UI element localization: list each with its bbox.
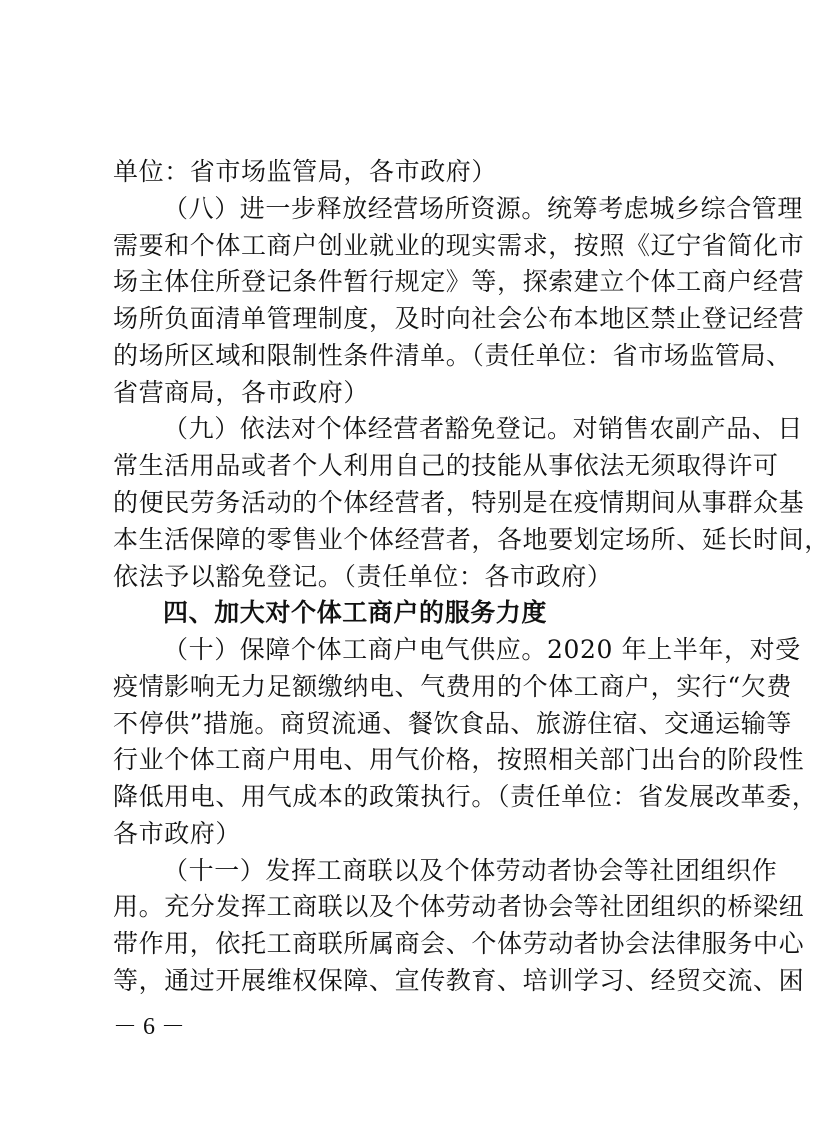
section-11-title-line: （十一）发挥工商联以及个体劳动者协会等社团组织作	[163, 856, 778, 885]
text-line: 依法予以豁免登记。（责任单位：各市政府）	[113, 562, 613, 591]
text-line: 等，通过开展维权保障、宣传教育、培训学习、经贸交流、困	[113, 966, 805, 995]
text-line: 场主体住所登记条件暂行规定》等，探索建立个体工商户经营	[113, 267, 805, 296]
text-line: 各市政府）	[113, 819, 242, 848]
text-line: 省营商局，各市政府）	[113, 378, 370, 407]
text-line: 的场所区域和限制性条件清单。（责任单位：省市场监管局、	[113, 341, 792, 370]
section-heading-4: 四、加大对个体工商户的服务力度	[163, 598, 548, 627]
section-8-title-line: （八）进一步释放经营场所资源。统筹考虑城乡综合管理	[163, 194, 804, 223]
text-line: 本生活保障的零售业个体经营者，各地要划定场所、延长时间，	[113, 525, 830, 554]
text-line: 行业个体工商户用电、用气价格，按照相关部门出台的阶段性	[113, 745, 805, 774]
text-line: 的便民劳务活动的个体经营者，特别是在疫情期间从事群众基	[113, 488, 805, 517]
section-10-title-line: （十）保障个体工商户电气供应。2020 年上半年，对受	[163, 635, 801, 664]
text-line: 不停供”措施。商贸流通、餐饮食品、旅游住宿、交通运输等	[113, 709, 792, 738]
section-9-title-line: （九）依法对个体经营者豁免登记。对销售农副产品、日	[163, 414, 804, 443]
text-line: 降低用电、用气成本的政策执行。（责任单位：省发展改革委，	[113, 782, 818, 811]
page-number: － 6 －	[113, 1014, 185, 1040]
text-line: 场所负面清单管理制度，及时向社会公布本地区禁止登记经营	[113, 304, 805, 333]
text-line: 带作用，依托工商联所属商会、个体劳动者协会法律服务中心	[113, 929, 805, 958]
text-line: 单位：省市场监管局，各市政府）	[113, 157, 498, 186]
text-line: 用。充分发挥工商联以及个体劳动者协会等社团组织的桥梁纽	[113, 892, 805, 921]
text-line: 疫情影响无力足额缴纳电、气费用的个体工商户，实行“欠费	[113, 672, 792, 701]
text-line: 需要和个体工商户创业就业的现实需求，按照《辽宁省简化市	[113, 231, 805, 260]
text-line: 常生活用品或者个人利用自己的技能从事依法无须取得许可	[113, 451, 779, 480]
